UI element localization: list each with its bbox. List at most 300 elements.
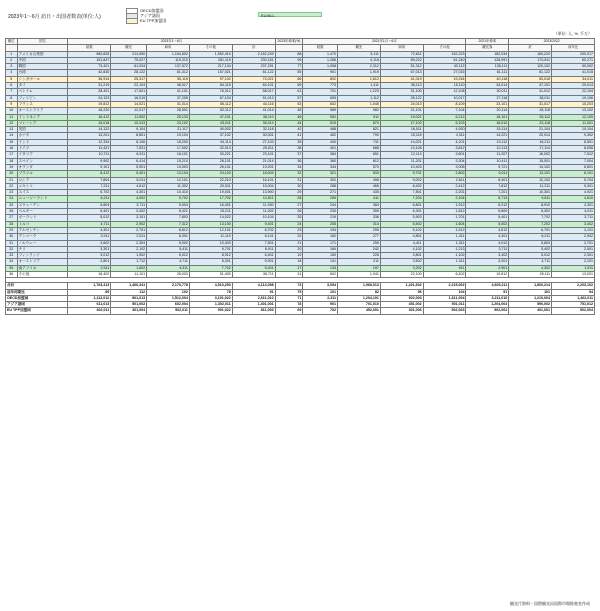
row-rank: 26 <box>6 209 18 215</box>
total-value: 502,011 <box>147 308 190 314</box>
row-value: 4,311 <box>423 133 466 139</box>
row-value: 15,001 <box>509 158 552 164</box>
row-value: 16,012 <box>466 120 509 126</box>
row-value: 1,612 <box>338 76 381 82</box>
row-value: 612 <box>338 158 381 164</box>
row-value: 3,101 <box>111 215 147 221</box>
row-country: スウェーデン <box>17 202 68 208</box>
row-value: 6,212 <box>466 202 509 208</box>
row-value: 18,220 <box>68 108 111 114</box>
row-country: フランス <box>17 101 68 107</box>
row-value: 36,914 <box>68 76 111 82</box>
row-value: 136,111 <box>466 64 509 70</box>
row-country: ベトナム <box>17 89 68 95</box>
row-rank: 6 <box>6 83 18 89</box>
footer-note: 観光庁資料・国際観光局国際市場推進室作成 <box>510 601 590 606</box>
header-2023: 2023年1～6月 <box>68 39 275 45</box>
row-value: 66 <box>275 76 303 82</box>
row-value: 4,311 <box>147 265 190 271</box>
row-value: 32,013 <box>189 146 232 152</box>
row-value: 59 <box>275 83 303 89</box>
row-value: 20 <box>275 246 303 252</box>
row-value: 2,511 <box>111 234 147 240</box>
row-value: 8,302 <box>509 209 552 215</box>
row-country: タイ <box>17 83 68 89</box>
row-value: 6,301 <box>147 234 190 240</box>
row-value: 15,110 <box>423 83 466 89</box>
total-value: 94 <box>552 289 595 295</box>
row-value: 11,002 <box>232 209 275 215</box>
row-value: 7,531 <box>111 146 147 152</box>
total-value: 1,763,413 <box>68 283 111 289</box>
row-rank: 27 <box>6 215 18 221</box>
row-value: 47,101 <box>189 114 232 120</box>
row-value: 3,711 <box>466 246 509 252</box>
row-value: 12,114 <box>380 152 423 158</box>
row-value: 244 <box>303 202 338 208</box>
row-value: 8,912 <box>189 253 232 259</box>
total-value: 1,210,004 <box>509 295 552 301</box>
row-value: 5,301 <box>552 183 595 189</box>
total-value: 401,001 <box>509 308 552 314</box>
row-value: 6,911 <box>232 246 275 252</box>
row-value: 3,502 <box>380 259 423 265</box>
row-value: 72,611 <box>380 51 423 57</box>
trade-table <box>5 38 595 315</box>
row-value: 15,004 <box>232 183 275 189</box>
row-value: 7,801 <box>380 190 423 196</box>
total-value: 102 <box>147 289 190 295</box>
row-value: 1,902 <box>111 253 147 259</box>
row-value: 7,312 <box>147 221 190 227</box>
row-value: 5,102 <box>380 227 423 233</box>
total-value: 502,003 <box>423 308 466 314</box>
table-head <box>6 39 595 52</box>
row-value: 28,401 <box>68 89 111 95</box>
subheader: 計 <box>509 45 552 51</box>
row-value: 27,015 <box>423 70 466 76</box>
row-value: 462 <box>303 133 338 139</box>
total-value: 301,004 <box>111 308 147 314</box>
row-value: 602 <box>303 101 338 107</box>
row-country: メキシコ <box>17 183 68 189</box>
row-value: 28,101 <box>189 158 232 164</box>
row-value: 89,222 <box>380 57 423 63</box>
row-value: 18,004 <box>232 171 275 177</box>
row-value: 50,119 <box>147 76 190 82</box>
row-country: ブラジル <box>17 171 68 177</box>
row-value: 2,104 <box>423 196 466 202</box>
row-value: 3,711 <box>552 215 595 221</box>
row-value: 6,701 <box>509 227 552 233</box>
row-value: 14,102 <box>509 164 552 170</box>
row-value: 6,211 <box>509 234 552 240</box>
row-value: 27,103 <box>232 139 275 145</box>
row-value: 17,102 <box>380 120 423 126</box>
row-country: トルコ <box>17 221 68 227</box>
row-value: 4,302 <box>509 265 552 271</box>
row-rank: 28 <box>6 221 18 227</box>
row-value: 16,101 <box>232 177 275 183</box>
row-value: 11,930 <box>232 202 275 208</box>
row-rank: 16 <box>6 146 18 152</box>
row-value: 182 <box>303 234 338 240</box>
header-growth-2021: 2021年伸率 <box>466 39 509 45</box>
row-value: 401 <box>303 146 338 152</box>
row-value: 11,502 <box>111 114 147 120</box>
total-value: 1,204,101 <box>338 295 381 301</box>
row-value: 17,702 <box>189 196 232 202</box>
row-value: 873 <box>338 120 381 126</box>
row-country: ノルウェー <box>17 240 68 246</box>
row-value: 731 <box>338 139 381 145</box>
row-country: 英国 <box>17 127 68 133</box>
row-value: 8,501 <box>552 139 595 145</box>
total-value: 78 <box>275 302 303 308</box>
row-value: 2,901 <box>466 265 509 271</box>
row-value: 16,002 <box>509 152 552 158</box>
row-value: 67,104 <box>189 95 232 101</box>
row-value: 214,550 <box>111 51 147 57</box>
row-value: 498 <box>338 177 381 183</box>
row-value: 32 <box>275 171 303 177</box>
table-body <box>6 51 595 278</box>
row-country: インド <box>17 139 68 145</box>
row-value: 6,211 <box>68 196 111 202</box>
row-value: 7,501 <box>232 240 275 246</box>
row-value: 5,012 <box>68 215 111 221</box>
row-country: 南アフリカ <box>17 265 68 271</box>
row-value: 29,014 <box>552 83 595 89</box>
row-value: 81,122 <box>509 70 552 76</box>
total-value: 1,204,004 <box>466 302 509 308</box>
row-value: 4,011 <box>552 209 595 215</box>
row-value: 519 <box>303 120 338 126</box>
row-value: 19,106 <box>552 95 595 101</box>
row-value: 19,201 <box>232 164 275 170</box>
row-value: 22 <box>275 234 303 240</box>
row-value: 19,244 <box>423 76 466 82</box>
row-rank: 25 <box>6 202 18 208</box>
total-value: 590,002 <box>509 302 552 308</box>
row-value: 26 <box>275 209 303 215</box>
row-value: 28,122 <box>111 70 147 76</box>
row-rank: 33 <box>6 253 18 259</box>
row-value: 11,101 <box>111 271 147 277</box>
row-value: 6,601 <box>552 164 595 170</box>
row-value: 336 <box>338 215 381 221</box>
row-value: 11,207 <box>466 152 509 158</box>
row-value: 25,011 <box>232 146 275 152</box>
row-rank: 23 <box>6 190 18 196</box>
row-rank: 18 <box>6 158 18 164</box>
row-value: 120,102 <box>509 64 552 70</box>
row-value: 1,604 <box>423 221 466 227</box>
row-value: 22,210 <box>189 177 232 183</box>
row-value: 7,812 <box>466 183 509 189</box>
row-value: 152,223 <box>423 51 466 57</box>
row-value: 344 <box>303 164 338 170</box>
row-value: 3,012 <box>68 253 111 259</box>
row-value: 23,118 <box>509 120 552 126</box>
row-value: 1,223 <box>338 89 381 95</box>
row-rank: 36 <box>6 271 18 277</box>
row-rank: 17 <box>6 152 18 158</box>
row-value: 31,014 <box>147 101 190 107</box>
row-value: 47,101 <box>509 83 552 89</box>
row-value: 40,112 <box>423 64 466 70</box>
row-value: 42 <box>275 127 303 133</box>
row-value: 9,701 <box>380 171 423 177</box>
row-value: 19,001 <box>189 190 232 196</box>
row-value: 20,511 <box>189 183 232 189</box>
row-value: 7,204 <box>380 196 423 202</box>
row-value: 24 <box>275 221 303 227</box>
row-value: 19,021 <box>380 114 423 120</box>
row-value: 23 <box>275 227 303 233</box>
total-value: 89 <box>68 289 111 295</box>
row-value: 4,102 <box>380 246 423 252</box>
row-value: 9,004 <box>147 202 190 208</box>
row-rank: 13 <box>6 127 18 133</box>
row-rank: 10 <box>6 108 18 114</box>
row-value: 1,041 <box>338 271 381 277</box>
row-value: 137,572 <box>147 64 190 70</box>
row-value: 10,413 <box>111 120 147 126</box>
total-value: 3,101,022 <box>189 295 232 301</box>
row-value: 12,101 <box>189 227 232 233</box>
total-value: 402,011 <box>68 308 111 314</box>
row-value: 51,400 <box>189 271 232 277</box>
row-value: 28,501 <box>147 108 190 114</box>
row-value: 11,201 <box>380 158 423 164</box>
row-value: 359 <box>338 209 381 215</box>
row-value: 8,702 <box>232 227 275 233</box>
row-value: 6,812 <box>147 227 190 233</box>
subheader: 総数 <box>68 45 111 51</box>
row-value: 88 <box>275 51 303 57</box>
row-value: 38,011 <box>509 95 552 101</box>
row-value: 314 <box>338 221 381 227</box>
row-rank: 3 <box>6 64 18 70</box>
row-value: 5,901 <box>232 259 275 265</box>
row-value: 6,414 <box>111 158 147 164</box>
row-value: 31,017 <box>509 101 552 107</box>
total-value: 1,800,214 <box>509 283 552 289</box>
row-value: 38 <box>275 146 303 152</box>
subheader: 観光客 <box>466 45 509 51</box>
row-value: 30,011 <box>466 89 509 95</box>
row-value: 1,112 <box>338 95 381 101</box>
row-value: 44 <box>275 120 303 126</box>
row-value: 6,911 <box>111 152 147 158</box>
row-value: 1,102 <box>423 253 466 259</box>
row-rank: 21 <box>6 177 18 183</box>
total-value: 901,022 <box>189 308 232 314</box>
row-value: 43,011 <box>189 120 232 126</box>
row-value: 12,334 <box>68 139 111 145</box>
row-value: 119,310 <box>147 57 190 63</box>
total-value: 82 <box>338 289 381 295</box>
row-rank: 30 <box>6 234 18 240</box>
row-value: 41,019 <box>380 76 423 82</box>
row-value: 2,304 <box>111 240 147 246</box>
row-value: 205 <box>303 221 338 227</box>
row-value: 1,213 <box>423 246 466 252</box>
total-value: 4,603,211 <box>466 283 509 289</box>
row-value: 5,012 <box>147 253 190 259</box>
row-value: 8,101 <box>232 234 275 240</box>
row-value: 14,221 <box>466 133 509 139</box>
total-value: 902,002 <box>466 308 509 314</box>
row-rank: 9 <box>6 101 18 107</box>
row-value: 13,201 <box>68 133 111 139</box>
row-value: 10,104 <box>552 127 595 133</box>
row-value: 11,302 <box>147 183 190 189</box>
row-value: 466 <box>338 183 381 189</box>
subheader: 観光 <box>111 45 147 51</box>
row-value: 13,001 <box>552 271 595 277</box>
row-value: 14,022 <box>189 215 232 221</box>
row-value: 7,512 <box>552 152 595 158</box>
row-value: 51,013 <box>232 95 275 101</box>
row-rank: 1 <box>6 51 18 57</box>
total-value: 69 <box>275 308 303 314</box>
total-value: 2,170,778 <box>147 283 190 289</box>
row-value: 589 <box>303 108 338 114</box>
row-rank: 7 <box>6 89 18 95</box>
row-value: 217,134 <box>189 64 232 70</box>
row-value: 5,111 <box>338 51 381 57</box>
row-value: 13,102 <box>552 108 595 114</box>
row-rank: 15 <box>6 139 18 145</box>
row-value: 52,112 <box>189 108 232 114</box>
document-title: 2023年1～6月 訪日・出国者数表(単位:人) <box>8 14 101 20</box>
row-value: 23,102 <box>147 120 190 126</box>
row-value: 1,512 <box>423 227 466 233</box>
row-value: 3,304 <box>423 158 466 164</box>
row-value: 3,101 <box>552 227 595 233</box>
total-value: 1,302,011 <box>189 302 232 308</box>
row-value: 16,412 <box>68 114 111 120</box>
row-value: 14,003 <box>147 164 190 170</box>
row-value: 23,101 <box>466 101 509 107</box>
row-value: 242 <box>338 246 381 252</box>
row-value: 18,211 <box>509 139 552 145</box>
row-value: 171 <box>303 240 338 246</box>
row-value: 14,021 <box>111 101 147 107</box>
total-value: 502,004 <box>552 308 595 314</box>
row-value: 384 <box>338 202 381 208</box>
row-value: 3,911 <box>68 234 111 240</box>
row-value: 6,713 <box>466 196 509 202</box>
subheader: その他 <box>423 45 466 51</box>
row-value: 61,111 <box>466 70 509 76</box>
row-value: 11,001 <box>552 120 595 126</box>
row-value: 41,101 <box>147 89 190 95</box>
row-value: 230,151 <box>232 57 275 63</box>
row-value: 5,401 <box>466 215 509 221</box>
row-value: 74,021 <box>232 76 275 82</box>
row-value: 2,701 <box>111 227 147 233</box>
row-value: 41,015 <box>552 70 595 76</box>
row-value: 36 <box>275 158 303 164</box>
row-value: 60,271 <box>552 57 595 63</box>
row-value: 16,019 <box>111 95 147 101</box>
row-value: 76,312 <box>189 89 232 95</box>
row-value: 4,012 <box>466 240 509 246</box>
row-country: シンガポール <box>17 76 68 82</box>
row-value: 28,111 <box>509 271 552 277</box>
row-value: 34,014 <box>466 83 509 89</box>
row-value: 4,002 <box>111 196 147 202</box>
row-value: 2,511 <box>68 265 111 271</box>
row-value: 2,902 <box>552 234 595 240</box>
row-value: 2,902 <box>111 221 147 227</box>
row-value: 2,801 <box>68 259 111 265</box>
row-rank: 14 <box>6 133 18 139</box>
total-value: 1,401,001 <box>232 302 275 308</box>
row-value: 53,018 <box>509 76 552 82</box>
row-value: 41,014 <box>232 108 275 114</box>
subheader: その他 <box>189 45 232 51</box>
row-value: 13,101 <box>509 171 552 177</box>
row-value: 12,113 <box>466 146 509 152</box>
row-value: 61 <box>275 89 303 95</box>
row-value: 53 <box>275 101 303 107</box>
total-value: 301,006 <box>380 308 423 314</box>
total-value: 71 <box>275 295 303 301</box>
row-rank: 11 <box>6 114 18 120</box>
total-row <box>6 295 595 301</box>
row-value: 10,711 <box>68 152 111 158</box>
total-value: 91 <box>232 289 275 295</box>
total-value: 922,003 <box>380 295 423 301</box>
row-value: 7,104 <box>423 108 466 114</box>
row-value: 4,301 <box>552 202 595 208</box>
row-value: 5,011 <box>111 177 147 183</box>
row-value: 277 <box>338 234 381 240</box>
row-value: 41 <box>275 133 303 139</box>
row-value: 28,122 <box>380 95 423 101</box>
row-value: 11,211 <box>509 183 552 189</box>
row-value: 1,912 <box>423 202 466 208</box>
row-value: 37 <box>275 152 303 158</box>
row-value: 6,401 <box>232 253 275 259</box>
row-value: 1,411 <box>423 234 466 240</box>
row-value: 15,116 <box>380 133 423 139</box>
row-value: 30,001 <box>232 133 275 139</box>
row-value: 21 <box>275 240 303 246</box>
row-value: 602 <box>303 271 338 277</box>
row-value: 384 <box>303 152 338 158</box>
total-value: 73 <box>275 283 303 289</box>
row-value: 701 <box>303 89 338 95</box>
row-value: 435 <box>338 190 381 196</box>
row-value: 28,003 <box>147 271 190 277</box>
row-value: 25,317 <box>111 76 147 82</box>
row-value: 30 <box>275 183 303 189</box>
row-value: 160 <box>303 246 338 252</box>
row-value: 39 <box>275 139 303 145</box>
row-value: 31,100 <box>380 89 423 95</box>
row-value: 31 <box>275 177 303 183</box>
row-value: 21,104 <box>509 127 552 133</box>
row-value: 5,401 <box>232 265 275 271</box>
row-value: 302 <box>303 177 338 183</box>
highlight-key: EU/ALL <box>258 12 322 17</box>
row-value: 8,106 <box>111 139 147 145</box>
